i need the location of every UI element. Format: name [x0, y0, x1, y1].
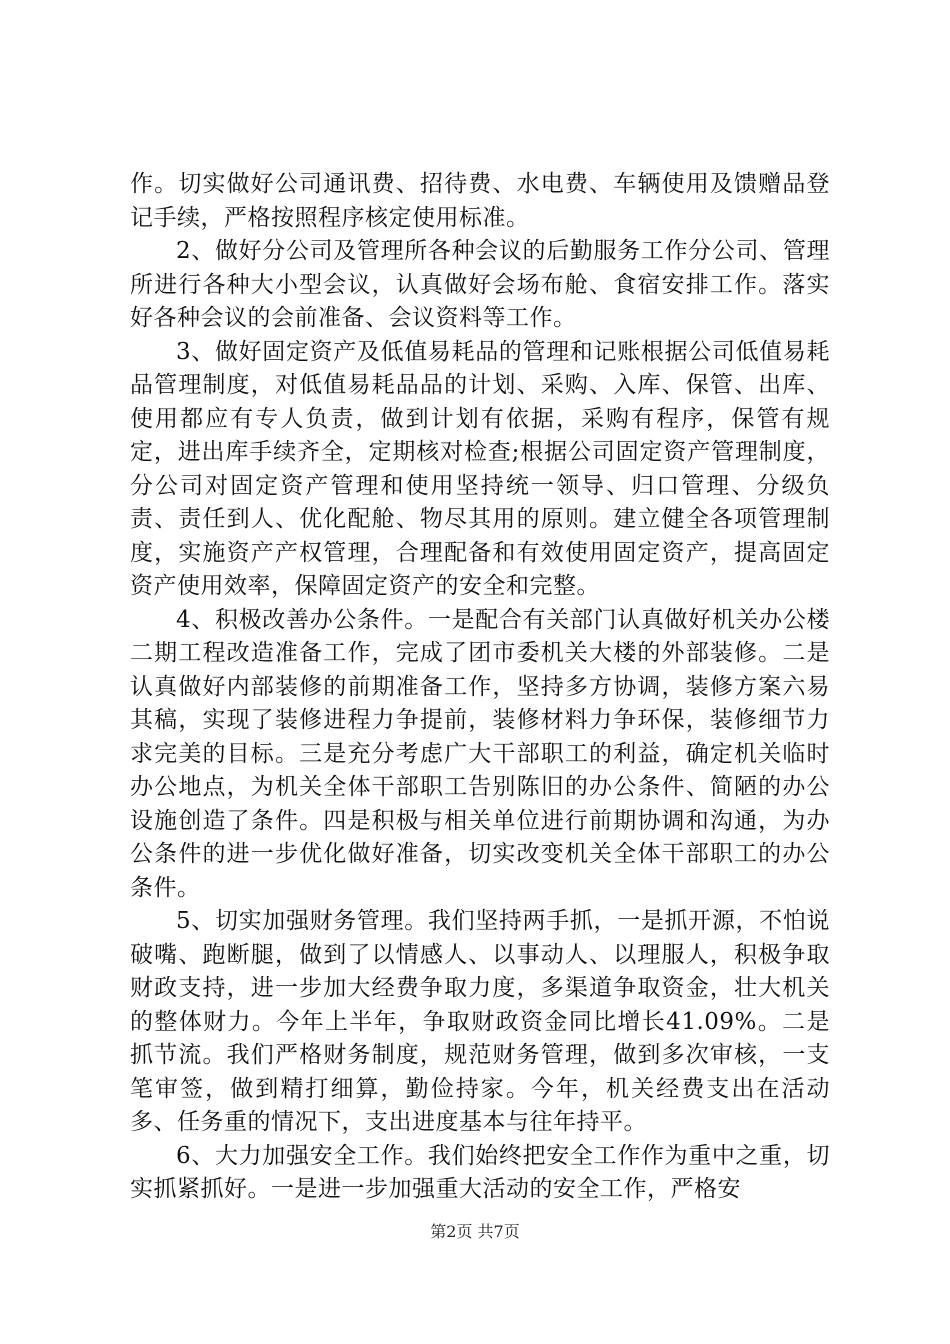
- paragraph-2: 2、做好分公司及管理所各种会议的后勤服务工作分公司、管理所进行各种大小型会议，认真做好会场布舱、食宿安排工作。落实好各种会议的会前准备、会议资料等工作。: [130, 238, 830, 331]
- body-text: [130, 168, 830, 1207]
- paragraph-6: 6、大力加强安全工作。我们始终把安全工作作为重中之重，切实抓紧抓好。一是进一步加强重大活动的安全工作，严格安: [130, 1142, 830, 1202]
- paragraph-5: 5、切实加强财务管理。我们坚持两手抓，一是抓开源，不怕说破嘴、跑断腿，做到了以情感人、以事动人、以理服人，积极争取财政支持，进一步加大经费争取力度，多渠道争取资金，壮大机关的整体财力。今年上半年，争取财政资金同比增长41.09%。二是抓节流。我们严格财务制度，规范财务管理，做到多次审核，一支笔审签，做到精打细算，勤俭持家。今年，机关经费支出在活动多、任务重的情况下，支出进度基本与往年持平。: [130, 908, 830, 1135]
- paragraph-4: 4、积极改善办公条件。一是配合有关部门认真做好机关办公楼二期工程改造准备工作，完成了团市委机关大楼的外部装修。二是认真做好内部装修的前期准备工作，坚持多方协调，装修方案六易其稿，实现了装修进程力争提前，装修材料力争环保，装修细节力求完美的目标。三是充分考虑广大干部职工的利益，确定机关临时办公地点，为机关全体干部职工告别陈旧的办公条件、简陋的办公设施创造了条件。四是积极与相关单位进行前期协调和沟通，为办公条件的进一步优化做好准备，切实改变机关全体干部职工的办公条件。: [130, 606, 830, 901]
- paragraph-3: 3、做好固定资产及低值易耗品的管理和记账根据公司低值易耗品管理制度，对低值易耗品品的计划、采购、入库、保管、出库、使用都应有专人负责，做到计划有依据，采购有程序，保管有规定，进出库手续齐全，定期核对检查;根据公司固定资产管理制度，分公司对固定资产管理和使用坚持统一领导、归口管理、分级负责、责任到人、优化配舱、物尽其用的原则。建立健全各项管理制度，实施资产产权管理，合理配备和有效使用固定资产，提高固定资产使用效率，保障固定资产的安全和完整。: [130, 338, 830, 599]
- paragraph-1: 作。切实做好公司通讯费、招待费、水电费、车辆使用及馈赠品登记手续，严格按照程序核定使用标准。: [130, 171, 830, 231]
- page-footer: 第2页 共7页: [430, 1222, 520, 1241]
